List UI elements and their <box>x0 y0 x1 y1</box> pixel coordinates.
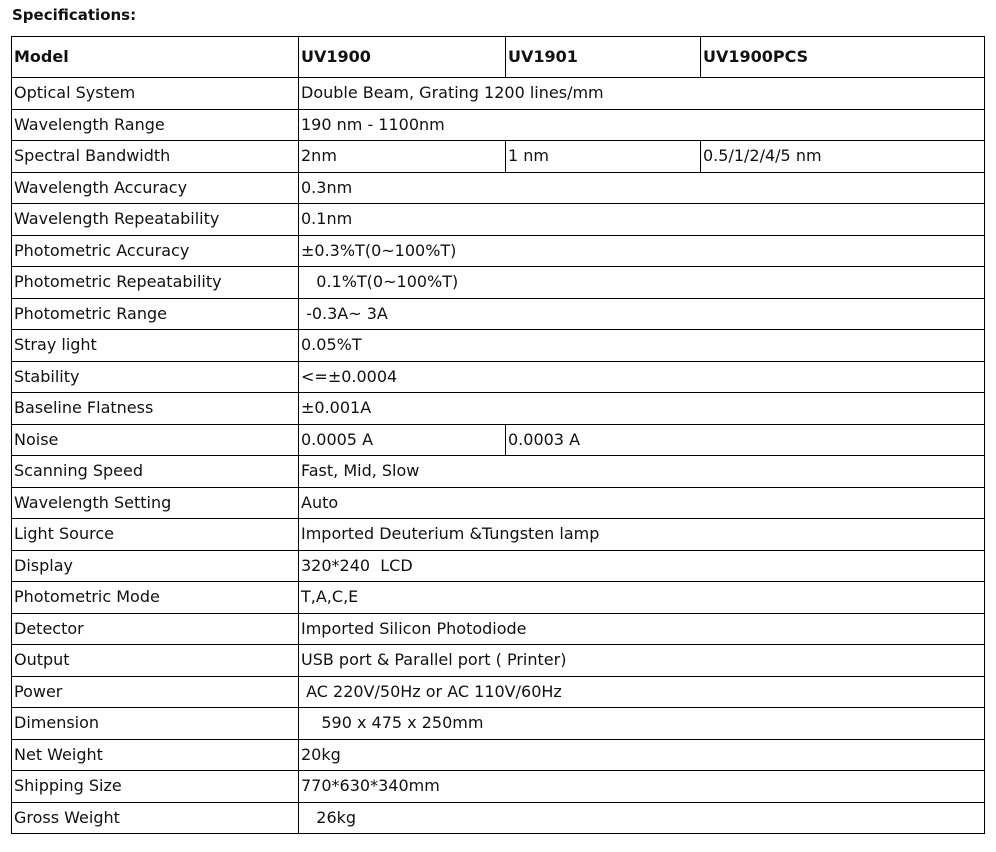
row-label: Wavelength Setting <box>12 487 299 519</box>
table-row <box>12 802 985 834</box>
table-row <box>12 582 985 614</box>
row-label: Scanning Speed <box>12 456 299 488</box>
row-value: 770*630*340mm <box>299 771 985 803</box>
row-value: 0.3nm <box>299 172 985 204</box>
row-label: Baseline Flatness <box>12 393 299 425</box>
row-value: 320*240 LCD <box>299 550 985 582</box>
row-label: Photometric Range <box>12 298 299 330</box>
table-row <box>12 645 985 677</box>
row-label: Shipping Size <box>12 771 299 803</box>
row-value: Imported Silicon Photodiode <box>299 613 985 645</box>
row-label: Photometric Repeatability <box>12 267 299 299</box>
table-row <box>12 393 985 425</box>
row-value: Imported Deuterium &Tungsten lamp <box>299 519 985 551</box>
row-value: ±0.3%T(0~100%T) <box>299 235 985 267</box>
table-row <box>12 487 985 519</box>
table-row <box>12 708 985 740</box>
table-row <box>12 141 985 173</box>
page-title: Specifications: <box>12 6 137 24</box>
row-label: Detector <box>12 613 299 645</box>
row-value: Auto <box>299 487 985 519</box>
row-label: Dimension <box>12 708 299 740</box>
row-label: Net Weight <box>12 739 299 771</box>
table-row <box>12 456 985 488</box>
table-row <box>12 739 985 771</box>
table-row <box>12 78 985 110</box>
row-value: 0.0005 A <box>299 424 506 456</box>
row-value: Fast, Mid, Slow <box>299 456 985 488</box>
table-row <box>12 613 985 645</box>
table-row <box>12 519 985 551</box>
row-value: ±0.001A <box>299 393 985 425</box>
table-row <box>12 361 985 393</box>
row-value: 190 nm - 1100nm <box>299 109 985 141</box>
row-label: Display <box>12 550 299 582</box>
table-row <box>12 235 985 267</box>
row-value: USB port & Parallel port ( Printer) <box>299 645 985 677</box>
row-value: 20kg <box>299 739 985 771</box>
row-label: Wavelength Accuracy <box>12 172 299 204</box>
row-label: Output <box>12 645 299 677</box>
row-label: Wavelength Range <box>12 109 299 141</box>
row-value: Double Beam, Grating 1200 lines/mm <box>299 78 985 110</box>
row-value: 26kg <box>299 802 985 834</box>
row-label: Photometric Mode <box>12 582 299 614</box>
row-value: <=±0.0004 <box>299 361 985 393</box>
row-label: Optical System <box>12 78 299 110</box>
column-header: UV1900 <box>299 37 506 78</box>
row-label: Wavelength Repeatability <box>12 204 299 236</box>
row-value: 0.5/1/2/4/5 nm <box>701 141 985 173</box>
table-row <box>12 676 985 708</box>
row-label: Light Source <box>12 519 299 551</box>
row-value: AC 220V/50Hz or AC 110V/60Hz <box>299 676 985 708</box>
row-label: Stability <box>12 361 299 393</box>
row-value: 0.05%T <box>299 330 985 362</box>
table-header-row <box>12 37 985 78</box>
table-row <box>12 771 985 803</box>
table-row <box>12 550 985 582</box>
row-label: Stray light <box>12 330 299 362</box>
table-row <box>12 267 985 299</box>
row-label: Power <box>12 676 299 708</box>
row-value: -0.3A~ 3A <box>299 298 985 330</box>
column-header: UV1901 <box>506 37 701 78</box>
row-label: Photometric Accuracy <box>12 235 299 267</box>
table-row <box>12 330 985 362</box>
row-value: 1 nm <box>506 141 701 173</box>
row-value: 0.1%T(0~100%T) <box>299 267 985 299</box>
table-row <box>12 172 985 204</box>
column-header: Model <box>12 37 299 78</box>
row-value: 590 x 475 x 250mm <box>299 708 985 740</box>
row-label: Gross Weight <box>12 802 299 834</box>
specifications-table <box>11 36 985 834</box>
row-value: 0.1nm <box>299 204 985 236</box>
table-row <box>12 424 985 456</box>
row-label: Spectral Bandwidth <box>12 141 299 173</box>
table-row <box>12 298 985 330</box>
table-row <box>12 109 985 141</box>
column-header: UV1900PCS <box>701 37 985 78</box>
row-value: 0.0003 A <box>506 424 985 456</box>
row-label: Noise <box>12 424 299 456</box>
row-value: T,A,C,E <box>299 582 985 614</box>
row-value: 2nm <box>299 141 506 173</box>
table-row <box>12 204 985 236</box>
